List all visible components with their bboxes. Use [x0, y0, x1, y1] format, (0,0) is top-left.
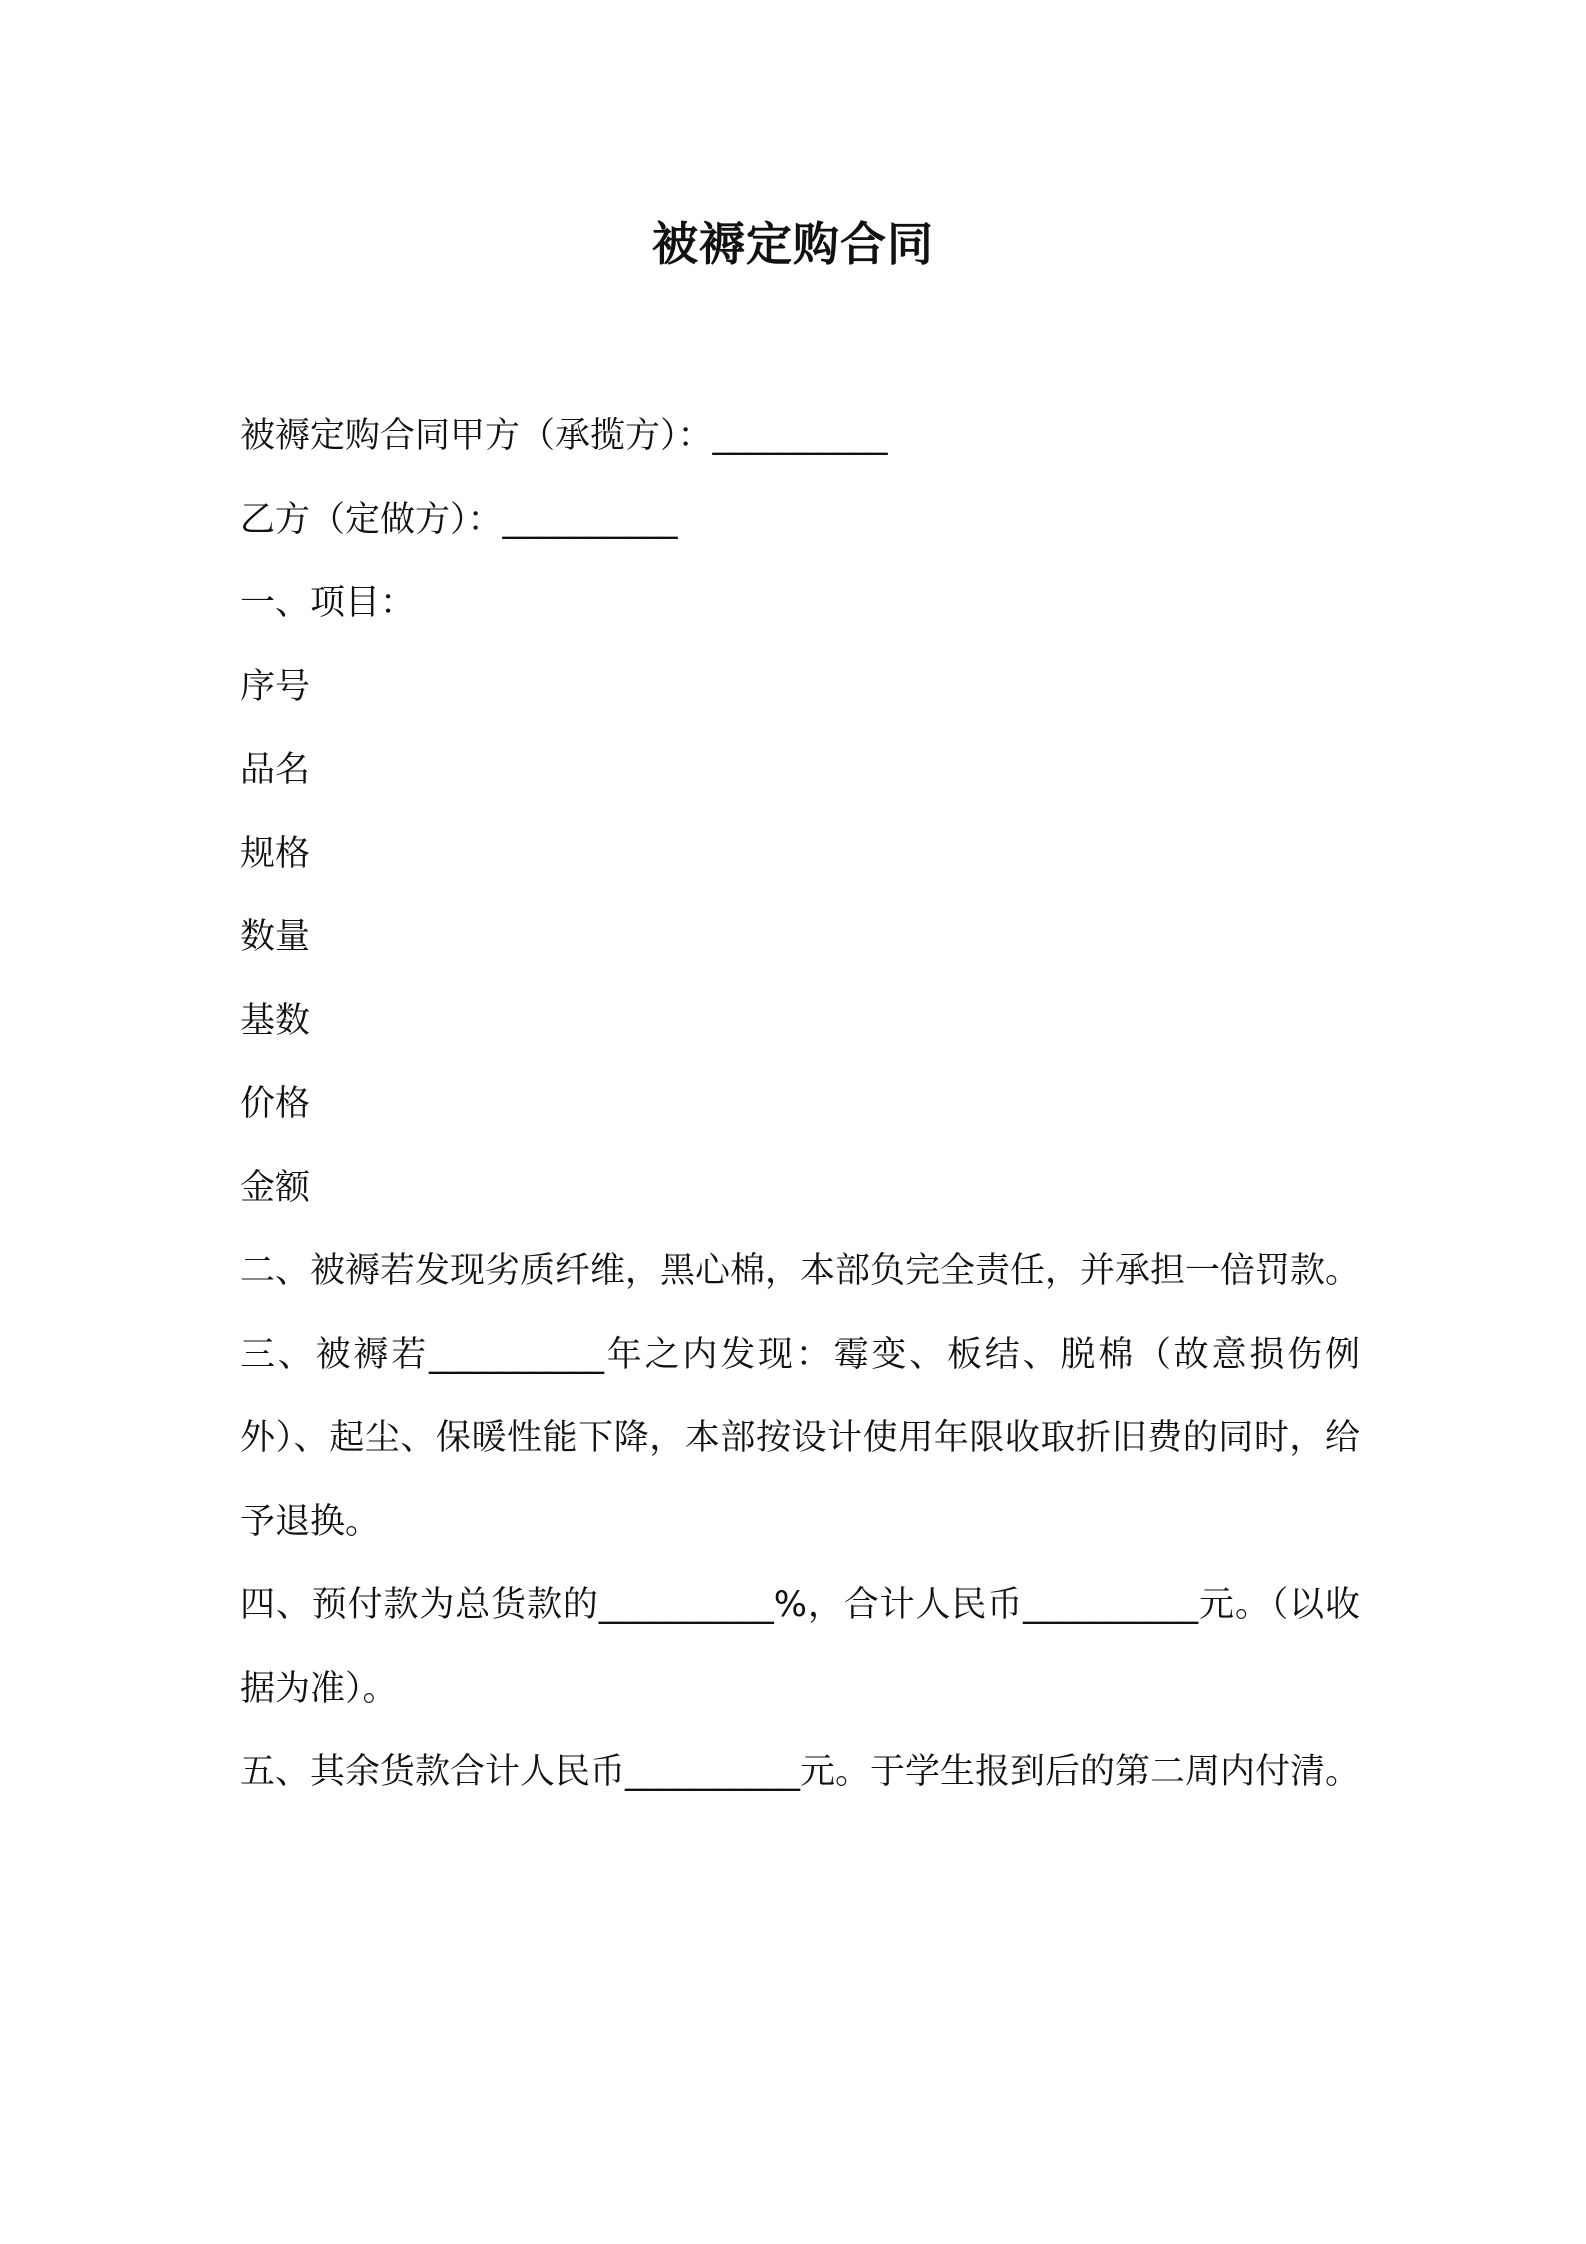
item-specification: 规格: [240, 833, 311, 874]
party-b-line: 乙方（定做方）：__________: [240, 499, 678, 540]
item-serial-number: 序号: [240, 666, 311, 707]
party-a-line: 被褥定购合同甲方（承揽方）：__________: [240, 416, 888, 456]
item-price: 价格: [240, 1084, 311, 1124]
item-quantity: 数量: [240, 917, 311, 957]
document-title: 被褥定购合同: [652, 217, 934, 271]
clause-quality-liability: 二、被褥若发现劣质纤维，黑心棉，本部负完全责任，并承担一倍罚款。: [240, 1251, 1361, 1291]
section-project-heading: 一、项目：: [240, 583, 416, 623]
clause-prepayment: 四、预付款为总货款的__________%，合计人民币__________元。（以收据为准）。: [240, 1585, 1360, 1709]
item-base-number: 基数: [240, 1000, 311, 1041]
document-body: [240, 395, 1360, 1815]
item-product-name: 品名: [240, 750, 311, 790]
item-amount: 金额: [240, 1167, 311, 1208]
clause-balance-payment: 五、其余货款合计人民币__________元。于学生报到后的第二周内付清。: [240, 1752, 1361, 1792]
clause-defect-replacement: 三、被褥若__________年之内发现：霉变、板结、脱棉（故意损伤例外）、起尘、保暖性能下降，本部按设计使用年限收取折旧费的同时，给予退换。: [240, 1334, 1360, 1542]
